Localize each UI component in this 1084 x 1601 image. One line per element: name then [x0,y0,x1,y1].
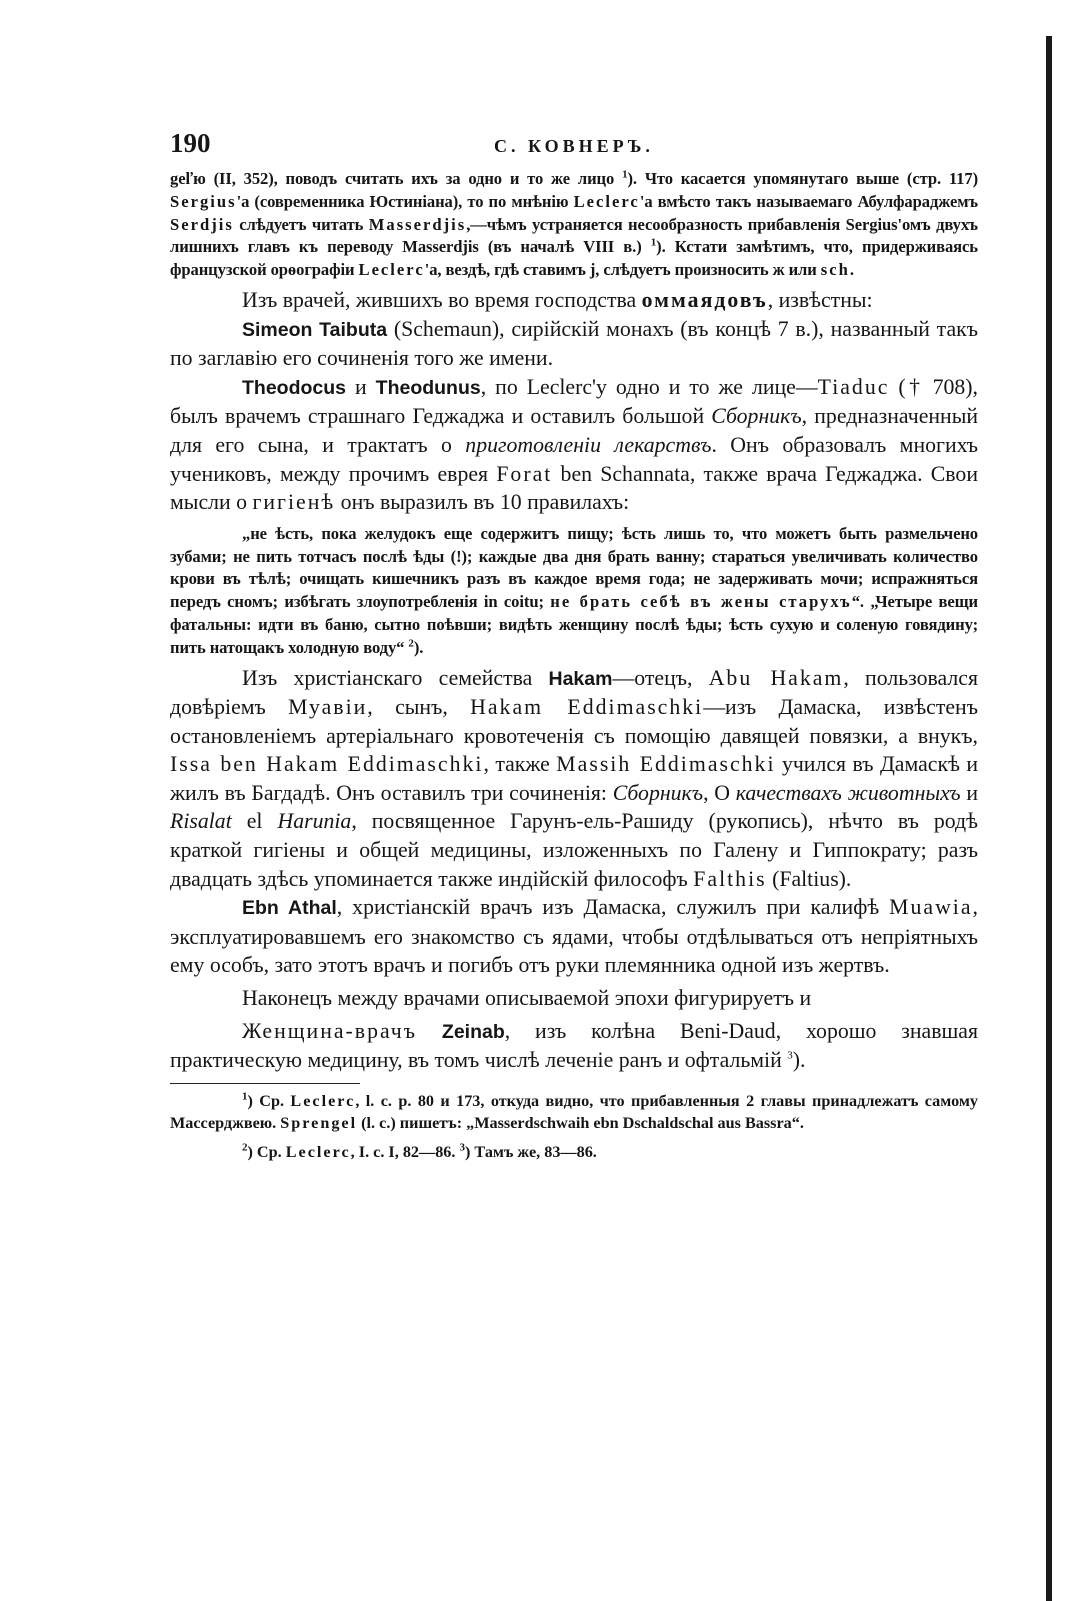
text-segment: ) Ср. [247,1143,286,1162]
text-segment: ). [792,1048,806,1073]
bold-name: Theodunus [375,376,481,399]
text-segment: “. „Четыре вещи фатальны: идти въ баню, сытно поѣвши; видѣть женщину послѣ ѣды; ѣсть сухую и соленую говядину; пить натощакъ холодную воду“ [170,592,978,657]
text-segment: . Онъ образовалъ многихъ учениковъ, между прочимъ еврея [170,432,978,486]
paragraph-continuation [170,168,978,282]
paragraph-zeinab [170,1017,978,1075]
spaced-name: Muawia [889,895,973,920]
text-segment: , посвященное Гарунъ-ель-Рашиду (рукопись), нѣчто въ родѣ краткой гигіены и общей медицины, изложенныхъ по Галену и Гиппократу; разъ двадцать здѣсь упоминается также индійскій философъ [170,809,978,891]
scan-edge-bar [1046,36,1052,1601]
text-segment: , по Leclerc'у одно и то же лице— [480,374,818,399]
spaced-name: Sprengel [280,1114,358,1133]
italic-title: Сборникъ [711,404,802,429]
spaced-name: Masserdjis [368,214,467,234]
spaced-name: Leclerc [285,1143,351,1162]
bold-name: Ebn Athal [242,897,337,920]
text-segment: , I. c. I, 82—86. [350,1143,460,1162]
text-segment: ben Schannata, также врача Геджаджа. Свои мысли о [170,461,978,515]
text-segment: Изъ христіанскаго семейства [242,665,549,690]
footnote-ref: 1 [622,168,628,181]
paragraph-ommayads [170,286,978,315]
text-segment: Изъ врачей, жившихъ во время господства [242,287,642,312]
text-segment: , пользовался довѣріемъ [170,665,978,720]
text-segment: , О [703,780,736,805]
text-segment: и [960,780,978,805]
text-segment: ). Кстати замѣтимъ, что, придерживаясь французской орѳографіи [170,237,978,280]
italic-title: Harunia [277,809,352,834]
text-segment: ). Что касается упомянутаго выше (стр. 117) [627,169,978,188]
spaced-name: Leclerc [573,191,640,211]
text-segment: 'a, вездѣ, гдѣ ставимъ j, слѣдуетъ произносить ж или [424,260,821,280]
text-segment: —отецъ, [612,665,709,690]
italic-title: качествахъ животныхъ [735,780,961,805]
text-segment: слѣдуетъ читать [233,214,369,234]
text-segment: учился въ Дамаскѣ и жилъ въ Багдадѣ. Онъ оставилъ три сочиненія: [170,752,979,805]
text-segment: , извѣстны: [767,287,873,312]
spaced-name: Falthis [693,866,767,891]
italic-title: Risalat [170,809,232,834]
footnote-ref: 1 [650,236,657,249]
spaced-name: Hakam Eddimaschki [470,695,704,720]
text-segment: geľю (II, 352), поводъ считать ихъ за одно и то же лицо [170,169,623,188]
spaced-name: Муавіи [288,695,368,720]
text-segment: ). [413,637,424,657]
paragraph-theodocus [170,373,978,517]
spaced-name: оммаядовъ [641,287,768,312]
text-segment: (Schemaun), сирійскій монахъ (въ концѣ 7 в.), названный такъ по заглавію его сочиненія того же имени. [170,316,978,371]
text-segment: . [849,260,854,280]
text-segment: , изъ колѣна Beni-Daud, хорошо знавшая практическую медицину, въ томъ числѣ леченіе ранъ и офтальмій [170,1018,979,1073]
text-segment: 'a (современника Юстиніана), то по мнѣнію [236,191,574,211]
footnote-mark: 2 [242,1141,248,1154]
spaced-name: Serdjis [170,214,234,234]
spaced-name: Женщина-врачъ [242,1018,418,1043]
bold-name: Hakam [548,667,613,690]
paragraph-ebn-athal [170,893,978,980]
text-segment: „не ѣсть, пока желудокъ еще содержитъ пищу; ѣсть лишь то, что можетъ быть размельчено зубами; не пить тотчасъ послѣ ѣды (!); каждые два дня брать ванну; стараться увеличивать количество крови въ тѣлѣ; очищать кишечникъ разъ въ каждое время года; не задерживать мочи; испражняться передъ сномъ; избѣгать злоупотребленія in coitu; [170,523,978,612]
text-segment: (l. c.) пишетъ: „Masserdschwaih ebn Dschaldschal aus Bassra“. [357,1114,804,1133]
text-segment: ,—чѣмъ устраняется несообразность прибавленія Sergius'омъ двухъ лишнихъ главъ къ переводу Masserdjis (въ началѣ VIII в.) [170,214,978,257]
text-segment: Наконецъ между врачами описываемой эпохи фигурируетъ и [242,986,812,1011]
bold-name: Theodocus [242,376,347,399]
footnote-2-3 [170,1141,978,1164]
text-segment: , эксплуатировавшемъ его знакомство съ ядами, чтобы отдѣлываться отъ непріятныхъ ему особъ, зато этотъ врачъ и погибъ отъ руки племянника одной изъ жертвъ. [170,895,978,978]
page-header [170,128,978,168]
italic-title: приготовленіи лекарствъ [465,432,712,457]
spaced-name: гигіенѣ [252,490,336,515]
text-segment: el [231,809,278,834]
text-segment: , христіанскій врачъ изъ Дамаска, служилъ при калифѣ [336,895,890,920]
paragraph-finally [170,984,978,1013]
text-segment: († 708), былъ врачемъ страшнаго Геджаджа и оставилъ большой [170,374,978,429]
spaced-name: не брать себѣ въ жены старухъ [550,592,852,612]
text-segment: ) Ср. [247,1091,291,1110]
italic-title: Сборникъ [612,780,704,805]
bold-name: Zeinab [441,1020,505,1043]
bold-name: Simeon Taibuta [242,318,388,341]
footnote-mark: 3 [459,1141,465,1154]
text-segment: , предназначенный для его сына, и трактатъ о [170,404,979,457]
spaced-name: Issa ben Hakam Eddimaschki [170,752,484,777]
text-segment: (Faltius). [766,866,852,891]
spaced-name: Sergius [170,191,237,211]
spaced-name: Leclerc [358,260,425,280]
quote-hygiene-rules [170,523,978,660]
spaced-name: sch [820,260,850,280]
footnote-ref: 2 [408,637,414,650]
text-segment: , сынъ, [367,695,471,720]
spaced-name: Abu Hakam [708,665,844,690]
text-segment: 'a вмѣсто такъ называемаго Абулфараджемъ [639,191,979,211]
running-head: С. КОВНЕРЪ. [494,136,654,156]
paragraph-hakam [170,664,978,894]
text-segment [417,1019,442,1043]
book-page [170,128,978,1164]
footnote-rule [170,1083,360,1084]
text-segment: ) Тамъ же, 83—86. [465,1143,597,1162]
spaced-name: Massih Eddimaschki [556,752,776,777]
text-segment: и [346,374,376,399]
text-segment: онъ выразилъ въ 10 правилахъ: [335,490,630,515]
footnote-mark: 1 [242,1090,248,1103]
text-segment: —изъ Дамаска, извѣстенъ остановленіемъ артеріальнаго кровотеченія съ помощію давящей повязки, а внукъ, [170,695,978,748]
spaced-name: Tiaduc [817,374,890,399]
footnote-ref: 3 [787,1049,793,1062]
footnote-1 [170,1090,978,1135]
text-segment: , также [483,752,557,777]
spaced-name: Forat [496,461,553,486]
text-segment: , l. c. р. 80 и 173, откуда видно, что прибавленныя 2 главы принадлежатъ самому Массерджвею. [170,1091,978,1133]
page-number: 190 [170,128,211,158]
spaced-name: Leclerc [290,1091,356,1110]
paragraph-simeon [170,315,978,373]
